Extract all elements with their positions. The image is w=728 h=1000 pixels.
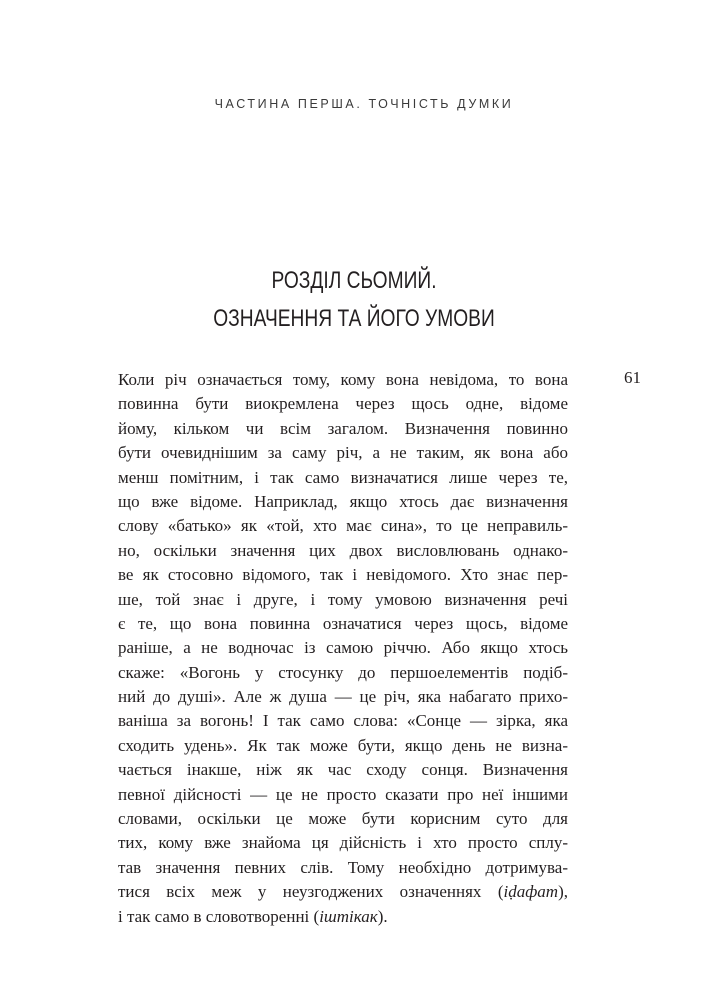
text-line: слову «батько» як «той, хто має сина», то це неправиль-: [118, 516, 568, 536]
term-ishtikak: іштікак: [319, 906, 378, 926]
text-line: скаже: «Вогонь у стосунку до першоелементів подіб-: [118, 662, 568, 682]
text-fragment: ),: [558, 882, 568, 902]
text-fragment: і так само в словотворенні (: [118, 906, 320, 926]
text-line: ше, той знає і друге, і тому умовою визначення речі: [118, 589, 568, 609]
text-line: повинна бути виокремлена через щось одне, відоме: [118, 394, 568, 414]
running-head: ЧАСТИНА ПЕРША. ТОЧНІСТЬ ДУМКИ: [214, 97, 514, 111]
text-fragment: ).: [377, 906, 388, 926]
text-line: тих, кому вже знайома ця дійсність і хто просто сплу-: [118, 833, 568, 853]
chapter-title-line-2: ОЗНАЧЕННЯ ТА ЙОГО УМОВИ: [213, 305, 495, 332]
text-line: чається інакше, ніж як час сходу сонця. Визначення: [118, 760, 568, 780]
chapter-title: [71, 262, 637, 338]
text-line: сходить удень». Як так може бути, якщо день не визна-: [118, 735, 568, 755]
text-line: ваніша за вогонь! І так само слова: «Сонце — зірка, яка: [118, 711, 568, 731]
text-line: раніше, а не водночас із самою річчю. Або якщо хтось: [118, 638, 568, 658]
text-line: ве як стосовно відомого, так і невідомого. Хто знає пер-: [118, 565, 568, 585]
text-line: є те, що вона повинна означатися через щось, відоме: [118, 613, 568, 633]
body-text: [118, 368, 568, 929]
text-fragment: тися всіх меж у неузгоджених означеннях (: [118, 882, 504, 902]
chapter-title-line-1: РОЗДІЛ СЬОМИЙ.: [271, 267, 437, 294]
text-line: ний до душі». Але ж душа — це річ, яка набагато прихо-: [118, 687, 568, 707]
text-line: певної дійсності — це не просто сказати про неї іншими: [118, 784, 568, 804]
text-line: бути очевиднішим за саму річ, а не таким, як вона або: [118, 443, 568, 463]
text-line: Коли річ означається тому, кому вона невідома, то вона: [118, 370, 568, 389]
text-line: йому, кільком чи всім загалом. Визначення повинно: [118, 418, 568, 438]
page-number: 61: [624, 368, 641, 387]
text-line: словами, оскільки це може бути корисним суто для: [118, 809, 568, 829]
text-line: но, оскільки значення цих двох висловлювань однако-: [118, 540, 568, 560]
term-idafat: іḍафат: [503, 882, 559, 902]
text-line: тав значення певних слів. Тому необхідно дотримува-: [118, 857, 568, 877]
text-line-last: [118, 905, 568, 929]
text-line-with-term: [118, 880, 568, 904]
text-line: менш помітним, і так само визначатися лише через те,: [118, 467, 568, 487]
text-line: що вже відоме. Наприклад, якщо хтось дає визначення: [118, 491, 568, 511]
